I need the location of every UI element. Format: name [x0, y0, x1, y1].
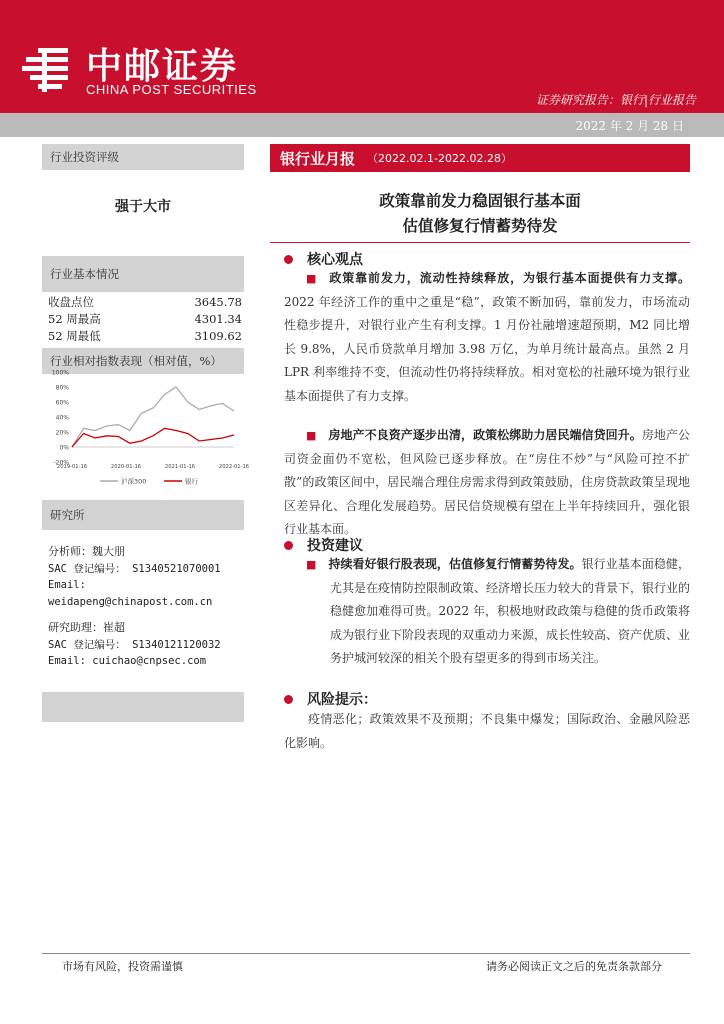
performance-label: 行业相对指数表现（相对值，%）	[42, 348, 244, 374]
footer-disclaimer-right: 请务必阅读正文之后的免责条款部分	[486, 960, 662, 973]
analyst-name: 分析师：魏大朋	[48, 545, 125, 558]
paragraph-risk: 疫情恶化；政策效果不及预期；不良集中爆发；国际政治、金融风险恶化影响。	[284, 712, 690, 750]
y-tick-label: 20%	[55, 429, 69, 437]
x-tick-label: 2022-01-16	[218, 464, 250, 470]
bullet-dot-icon	[284, 541, 293, 550]
rating-label: 行业投资评级	[42, 144, 244, 170]
date-bar	[0, 113, 724, 137]
paragraph-bold: 房地产不良资产逐步出清，政策松绑助力居民端信贷回升。	[328, 428, 642, 442]
report-date: 2022 年 2 月 28 日	[575, 119, 684, 133]
assistant-email[interactable]: Email: cuichao@cnpsec.com	[48, 655, 207, 667]
blank-box	[42, 692, 244, 722]
report-title: 银行业月报	[280, 149, 356, 168]
section-core-views	[284, 249, 363, 269]
red-square-icon: ■	[306, 272, 318, 285]
stat-value: 3645.78	[194, 295, 242, 309]
x-tick-label: 2021-01-16	[164, 464, 196, 470]
analyst-info	[42, 544, 244, 610]
headline	[270, 188, 690, 238]
report-period: （2022.02.1-2022.02.28）	[367, 152, 512, 165]
y-tick-label: 60%	[55, 399, 69, 407]
stat-value: 4301.34	[194, 312, 242, 326]
x-tick-label: 2019-01-16	[56, 464, 88, 470]
y-tick-label: 80%	[55, 384, 69, 392]
bullet-dot-icon	[284, 255, 293, 264]
section-investment	[284, 535, 363, 555]
analyst-email[interactable]: Email: weidapeng@chinapost.com.cn	[48, 579, 213, 608]
chart-svg	[42, 364, 250, 489]
stat-row	[42, 311, 244, 328]
assistant-sac: SAC 登记编号： S1340121120032	[48, 638, 221, 651]
rating-value: 强于大市	[115, 199, 171, 215]
stat-label: 52 周最低	[48, 329, 101, 343]
assistant-name: 研究助理：崔超	[48, 621, 125, 634]
main-content	[270, 144, 690, 238]
stat-label: 52 周最高	[48, 312, 101, 326]
paragraph-policy	[284, 267, 690, 408]
brand-name-cn: 中邮证券	[86, 46, 239, 87]
section-risk	[284, 689, 377, 709]
paragraph-text: 房地产公司资金面仍不宽松，但风险已逐步释放。在“房住不炒”与“风险可控不扩散”的政策区间中，居民端合理住房需求得到政策鼓励，住房贷款政策呈现地区差异化、合理化发展趋势。居民信贷规模有望在上半年持续回升，强化银行业基本面。	[284, 428, 690, 536]
footer-disclaimer-left: 市场有风险，投资需谨慎	[62, 960, 183, 973]
stat-value: 3109.62	[194, 329, 242, 343]
assistant-info	[42, 620, 244, 670]
red-square-icon: ■	[306, 429, 317, 442]
y-tick-label: -20%	[53, 459, 69, 467]
brand-name-en: CHINA POST SECURITIES	[86, 82, 257, 97]
paragraph-investment	[306, 553, 690, 671]
analyst-sac: SAC 登记编号： S1340521070001	[48, 562, 221, 575]
x-tick-label: 2020-01-16	[110, 464, 142, 470]
institute-label: 研究所	[42, 500, 244, 530]
series-line-1	[72, 428, 234, 447]
basic-info-label: 行业基本情况	[42, 256, 244, 292]
paragraph-bold: 持续看好银行股表现，估值修复行情蓄势待发。	[328, 557, 582, 571]
report-title-bar	[270, 144, 690, 172]
y-tick-label: 100%	[51, 369, 69, 377]
bullet-dot-icon	[284, 695, 293, 704]
red-square-icon: ■	[306, 558, 317, 571]
report-type: 证券研究报告：银行|行业报告	[535, 93, 696, 107]
relative-index-chart	[42, 364, 250, 489]
section-title: 风险提示：	[307, 692, 377, 708]
legend-label: 沪深300	[121, 477, 147, 486]
stat-row	[42, 294, 244, 311]
paragraph-text: 银行业基本面稳健，尤其是在疫情防控限制政策、经济增长压力较大的背景下，银行业的稳健愈加难得可贵。2022 年，积极地财政政策与稳健的货币政策将成为银行业下阶段表现的双重动力来源，成长性较高、资产优质、业务护城河较深的相关个股有望更多的得到市场关注。	[330, 557, 691, 665]
stat-row	[42, 328, 244, 345]
y-tick-label: 0%	[59, 444, 69, 452]
paragraph-realestate	[284, 424, 690, 542]
paragraph-text: 2022 年经济工作的重中之重是“稳”，政策不断加码，靠前发力，市场流动性稳步提升，对银行业产生有利支撑。1 月份社融增速超预期，M2 同比增长 9.8%，人民币贷款单月增加 3.98 万亿，为单月统计最高点。虽然 2 月 LPR 利率维持不变，但流动性仍将持续释放。相对宽松的社融环境为银行业基本面提供了有力支撑。	[284, 294, 690, 403]
paragraph-bold: 政策靠前发力，流动性持续释放，为银行基本面提供有力支撑。	[329, 271, 690, 285]
stat-label: 收盘点位	[48, 295, 94, 309]
header-banner	[0, 0, 724, 113]
divider	[270, 242, 690, 243]
y-tick-label: 40%	[55, 414, 69, 422]
china-post-logo-icon	[20, 44, 76, 96]
legend-label: 银行	[185, 477, 198, 486]
footer-divider	[42, 953, 690, 954]
section-title: 核心观点	[307, 252, 363, 268]
headline-line-1: 政策靠前发力稳固银行基本面	[379, 191, 581, 210]
sidebar	[42, 144, 244, 374]
section-title: 投资建议	[307, 538, 363, 554]
headline-line-2: 估值修复行情蓄势待发	[402, 216, 558, 235]
